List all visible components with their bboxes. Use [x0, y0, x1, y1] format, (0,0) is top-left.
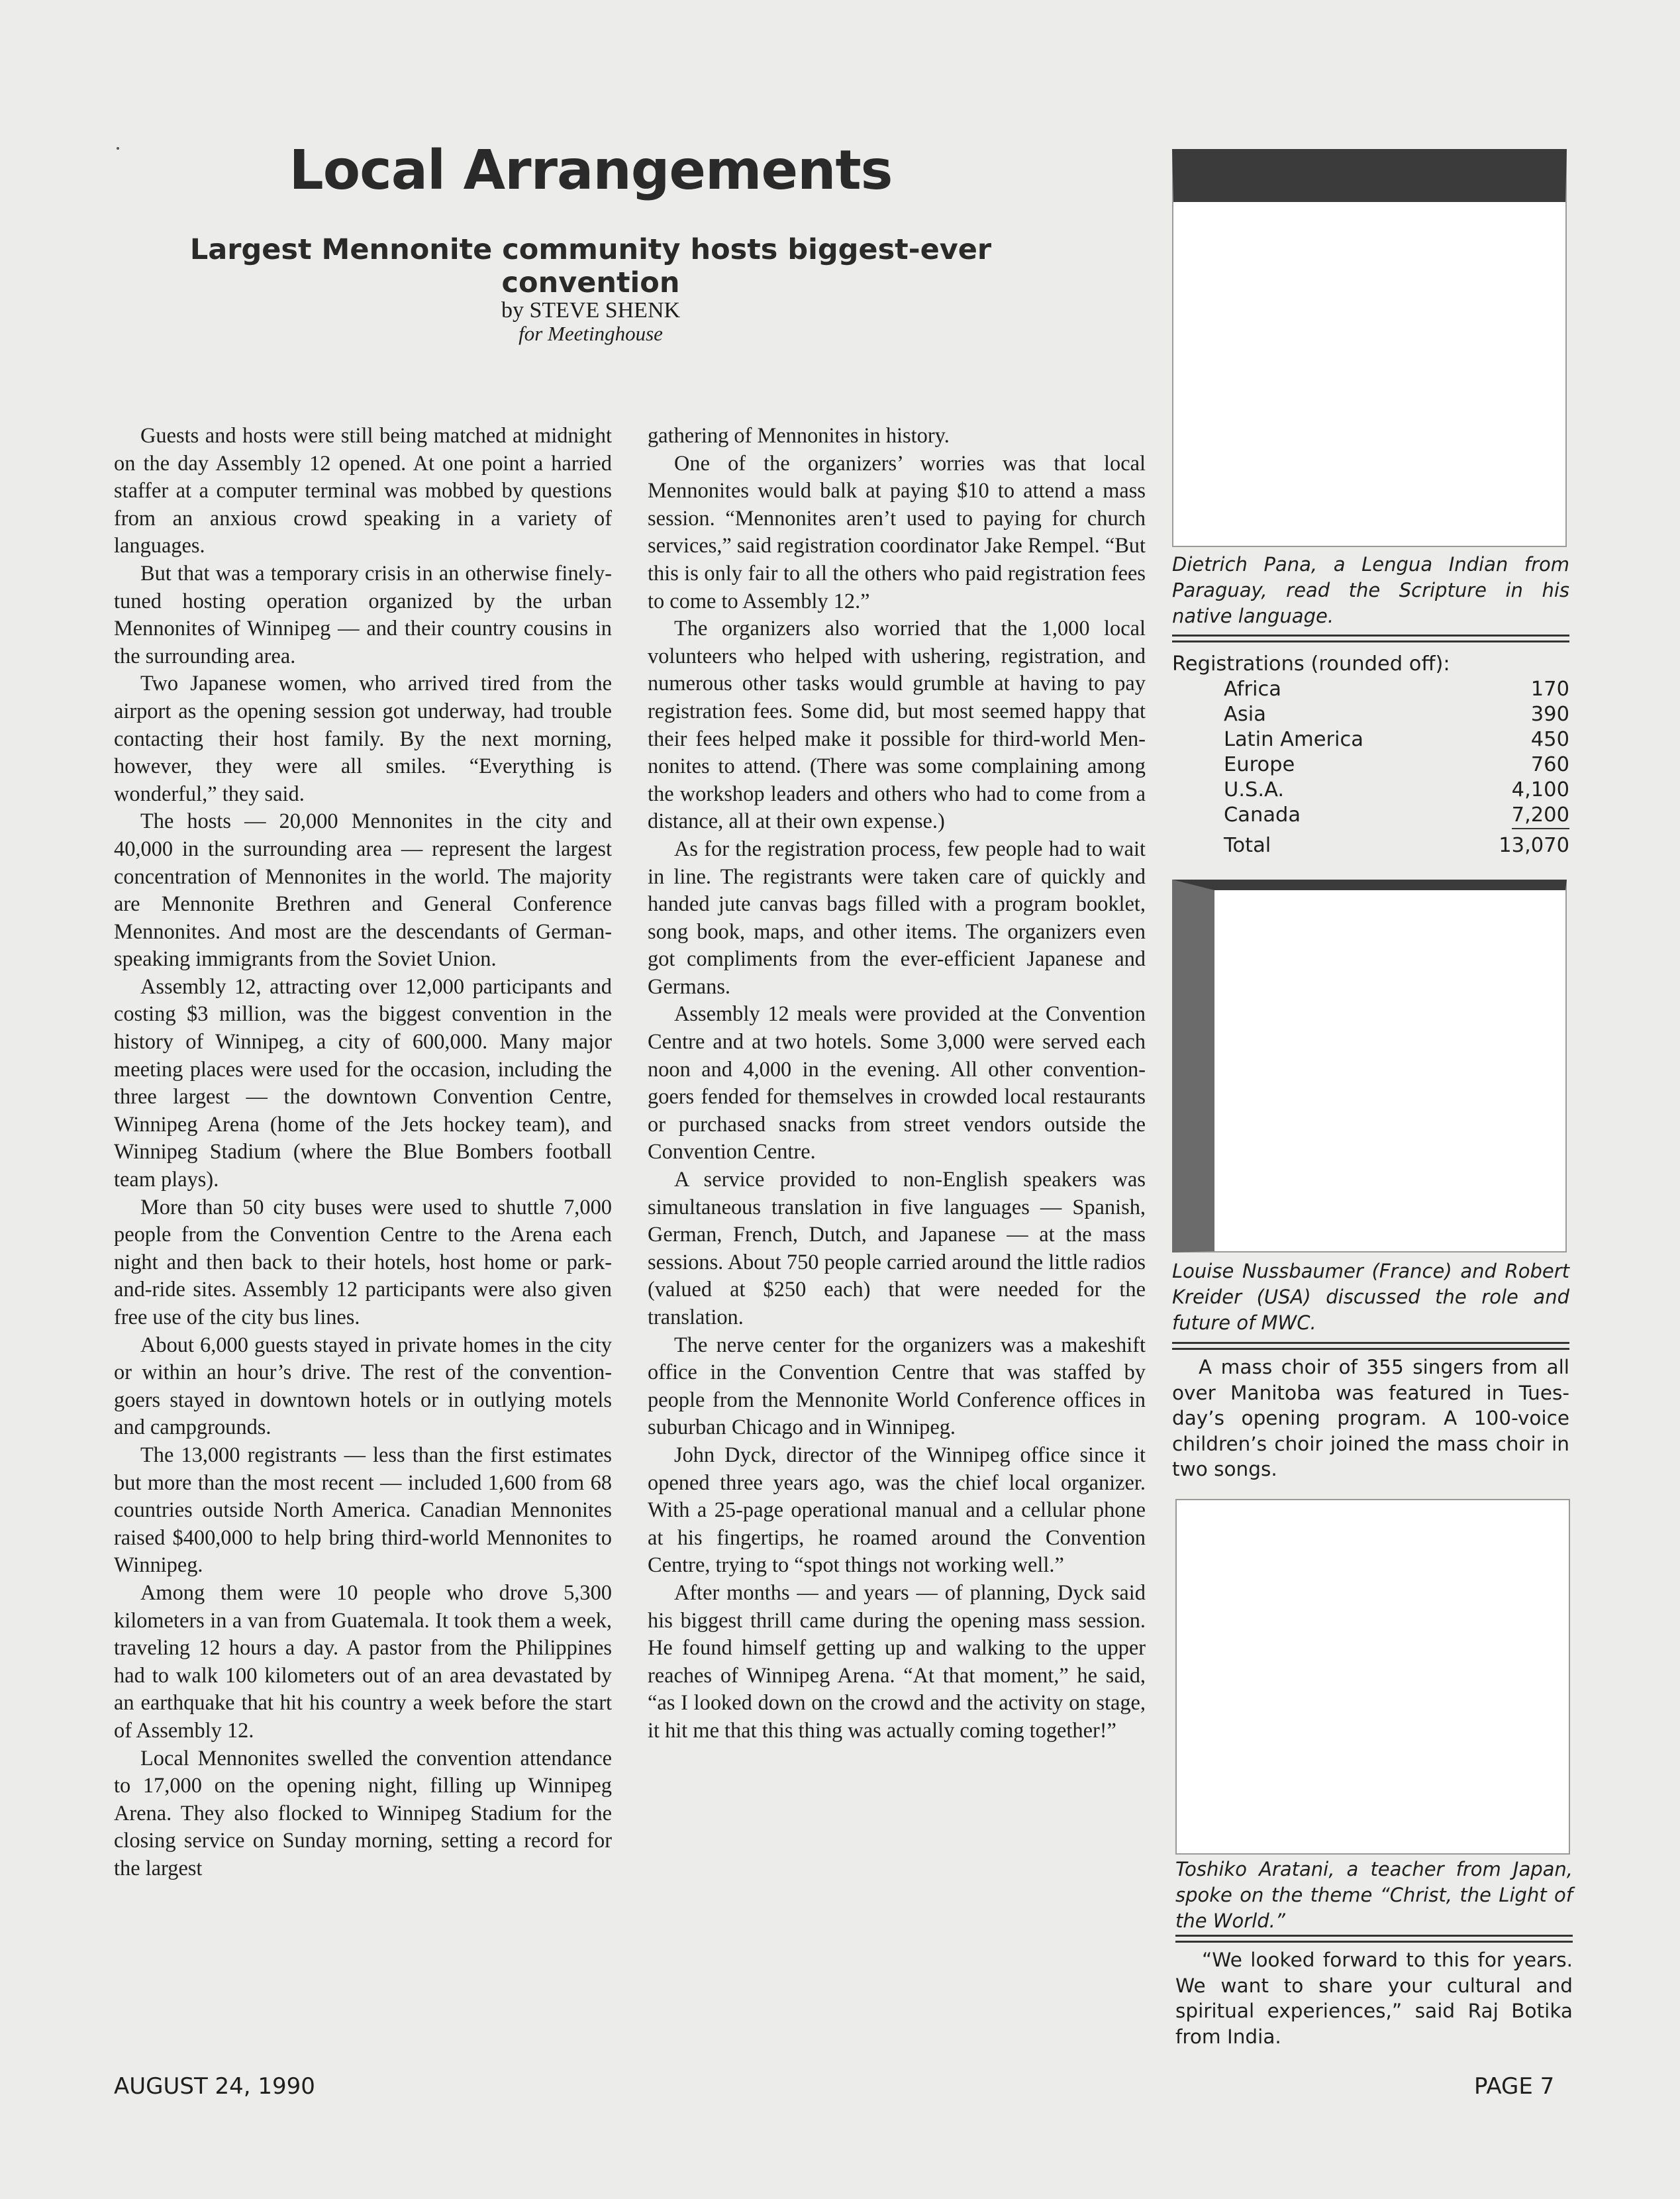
byline-publication: for Meetinghouse: [519, 322, 663, 345]
photo-nussbaumer-kreider: [1172, 880, 1567, 1253]
double-rule: [1175, 1935, 1573, 1943]
total-label: Total: [1224, 834, 1271, 857]
region-count: 4,100: [1511, 778, 1569, 801]
photo-caption-3: Toshiko Aratani, a teacher from Japan, spoke on the theme “Christ, the Light of the World.”: [1175, 1858, 1573, 1932]
registration-row: [1172, 727, 1569, 752]
footer-date: AUGUST 24, 1990: [114, 2073, 315, 2100]
paragraph: Guests and hosts were still being matched at midnight on the day Assembly 12 opened. At one point a harried staffer at a computer terminal was mobbed by questions from an anxious crowd speaking in a variety of languages.: [114, 424, 612, 558]
region-label: Canada: [1224, 803, 1301, 827]
paragraph: After months — and years — of planning, Dyck said his biggest thrill came during the opening mass session. He found himself getting up and walking to the upper reaches of Winnipeg Arena. “At that moment,” he said, “as I looked down on the crowd and the activity on stage, it hit me that this thing was actually coming together!”: [648, 1580, 1146, 1743]
photo-dietrich-pana: [1172, 149, 1567, 547]
paragraph: The nerve center for the organizers was a makeshift office in the Convention Centre that was staffed by people from the Mennonite World Conference offices in suburban Chicago and in Winnipeg.: [648, 1333, 1146, 1440]
byline: [114, 298, 1067, 346]
photo-caption-1: Dietrich Pana, a Lengua Indian from Paraguay, read the Scripture in his native language.: [1172, 553, 1569, 627]
photo-toshiko-aratani: [1175, 1499, 1570, 1855]
body-column-2: [648, 423, 1146, 1745]
paragraph: John Dyck, director of the Winnipeg office since it opened three years ago, was the chief local organizer. With a 25-page operational manual and a cellular phone at his fingertips, he roamed around the Convention Centre, trying to “spot things not working well.”: [648, 1443, 1146, 1578]
region-count: 7,200: [1512, 803, 1569, 829]
region-count: 760: [1530, 753, 1569, 776]
footer-page-number: PAGE 7: [1474, 2073, 1555, 2100]
paragraph: About 6,000 guests stayed in private homes in the city or within an hour’s drive. The rest of the convention-goers stayed in downtown hotels or in outlying motels and campgrounds.: [114, 1333, 612, 1440]
paragraph-continued: gathering of Mennonites in history.: [648, 424, 950, 448]
registration-row: [1172, 752, 1569, 778]
registrations-table: [1172, 652, 1569, 858]
registration-row: [1172, 803, 1569, 829]
region-label: Asia: [1224, 703, 1266, 726]
region-label: Africa: [1224, 678, 1281, 701]
paragraph: Local Mennonites swelled the convention attendance to 17,000 on the opening night, filling up Winnipeg Arena. They also flocked to Winnipeg Stadium for the closing service on Sunday morning, setting a record for the largest: [114, 1746, 612, 1880]
region-count: 170: [1530, 678, 1569, 701]
paragraph: One of the organizers’ worries was that local Mennonites would balk at paying $10 to attend a mass session. “Mennonites aren’t used to paying for church services,” said registration coordinator Jake Rempel. “But this is only fair to all the others who paid registration fees to come to Assembly 12.”: [648, 451, 1146, 613]
subheadline: Largest Mennonite community hosts biggest-ever convention: [189, 233, 992, 299]
total-value: 13,070: [1499, 834, 1569, 857]
paragraph: But that was a temporary crisis in an otherwise finely-tuned hosting operation organized by the urban Mennonites of Winnipeg — and their country cousins in the surrounding area.: [114, 561, 612, 668]
body-column-1: [114, 423, 612, 1882]
paragraph: The hosts — 20,000 Mennonites in the city and 40,000 in the surrounding area — represent the largest concentration of Mennonites in the world. The majority are Mennonite Brethren and General Conference Mennonites. And most are the descendants of German-speaking immigrants from the Soviet Union.: [114, 809, 612, 972]
registration-total-row: [1172, 833, 1569, 858]
region-label: Latin America: [1224, 728, 1363, 751]
photo-caption-2: Louise Nussbaumer (France) and Robert Kreider (USA) discussed the role and future of MWC.: [1172, 1260, 1569, 1334]
paragraph: As for the registration process, few people had to wait in line. The registrants were taken care of quickly and handed jute canvas bags filled with a program booklet, song book, maps, and other items. The organizers even got compliments from the ever-efficient Japanese and Germans.: [648, 837, 1146, 999]
double-rule: [1172, 635, 1569, 642]
registration-row: [1172, 702, 1569, 727]
paragraph: Two Japanese women, who arrived tired from the airport as the opening session got underway, had trouble contacting their host family. By the next morning, however, they were all smiles. “Everything is wonderful,” they said.: [114, 672, 612, 806]
registration-row: [1172, 778, 1569, 803]
headline: Local Arrangements: [289, 139, 893, 202]
paragraph: Among them were 10 people who drove 5,300 kilometers in a van from Guatemala. It took them a week, traveling 12 hours a day. A pastor from the Philippines had to walk 100 kilometers out of an area devastated by an earthquake that hit his country a week before the start of Assembly 12.: [114, 1580, 612, 1743]
paragraph: More than 50 city buses were used to shuttle 7,000 people from the Convention Centre to the Arena each night and then back to their hotels, host home or park-and-ride sites. Assembly 12 participants were also given free use of the city bus lines.: [114, 1195, 612, 1329]
registrations-title: Registrations (rounded off):: [1172, 652, 1450, 676]
paragraph: Assembly 12, attracting over 12,000 participants and costing $3 million, was the biggest convention in the history of Winnipeg, a city of 600,000. Many major meeting places were used for the occasion, including the three largest — the downtown Convention Centre, Winnipeg Arena (home of the Jets hockey team), and Winnipeg Stadium (where the Blue Bombers football team plays).: [114, 974, 612, 1192]
region-count: 450: [1530, 728, 1569, 751]
sidebar-note-choir: A mass choir of 355 singers from all over Manitoba was featured in Tuesday’s opening program. A 100-voice children’s choir joined the mass choir in two songs.: [1172, 1356, 1569, 1480]
paragraph: The 13,000 registrants — less than the first estimates but more than the most recent — included 1,600 from 68 countries outside North America. Canadian Mennonites raised $400,000 to help bring third-world Mennonites to Winnipeg.: [114, 1443, 612, 1578]
paragraph: The organizers also worried that the 1,000 local volunteers who helped with ushering, registration, and numerous other tasks would grumble at having to pay registration fees. Some did, but most seemed happy that their fees helped make it possible for third-world Mennonites to attend. (There was some complaining among the workshop leaders and others who had to come from a distance, all at their own expense.): [648, 617, 1146, 834]
region-label: Europe: [1224, 753, 1295, 776]
registration-row: [1172, 677, 1569, 702]
region-count: 390: [1530, 703, 1569, 726]
paragraph: Assembly 12 meals were provided at the Convention Centre and at two hotels. Some 3,000 were served each noon and 4,000 in the evening. All other convention-goers fended for themselves in crowded local restaurants or purchased snacks from street vendors outside the Convention Centre.: [648, 1002, 1146, 1164]
region-label: U.S.A.: [1224, 778, 1285, 801]
paragraph: A service provided to non-English speakers was simultaneous translation in five languages — Spanish, German, French, Dutch, and Japanese — at the mass sessions. About 750 people carried around the little radios (valued at $250 each) that were needed for the translation.: [648, 1168, 1146, 1329]
sidebar-note-quote: “We looked forward to this for years. We want to share your cultural and spiritual experiences,” said Raj Botika from India.: [1175, 1949, 1573, 2048]
double-rule: [1172, 1342, 1569, 1350]
byline-author: by STEVE SHENK: [501, 298, 681, 323]
